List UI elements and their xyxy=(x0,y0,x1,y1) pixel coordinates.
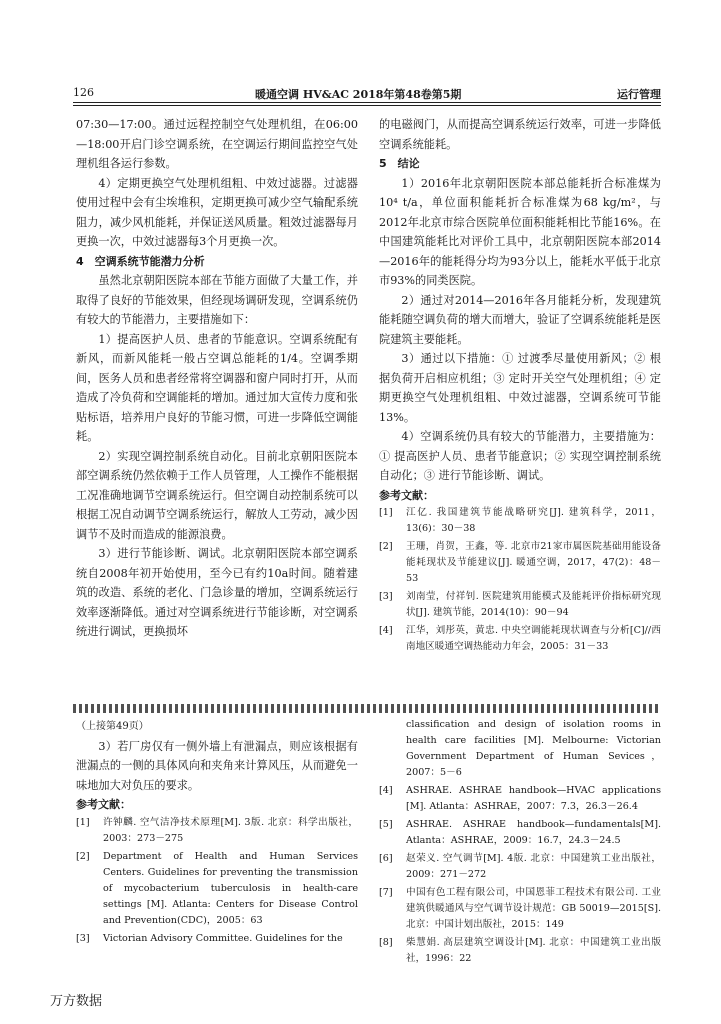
reference-number: [6] xyxy=(379,853,393,864)
reference-item xyxy=(379,851,661,883)
references-heading: 参考文献： xyxy=(76,798,131,811)
paragraph: 2）实现空调控制系统自动化。目前北京朝阳医院本部空调系统仍然依赖于工作人员管理，人工操作不能根据工况准确地调节空调系统运行。但空调自动控制系统可以根据工况自动调节空调系统运行，解放人工劳动，减少因调节不及时而造成的能源浪费。 xyxy=(76,449,358,541)
reference-item xyxy=(379,885,661,933)
reference-text: 刘南莹，付祥钊. 医院建筑用能模式及能耗评价指标研究现状[J]. 建筑节能，2014(10)：90－94 xyxy=(406,591,661,618)
left-column-continued xyxy=(76,717,358,949)
running-header xyxy=(73,86,661,102)
paragraph: 4）定期更换空气处理机组粗、中效过滤器。过滤器使用过程中会有尘埃堆积，定期更换可减少空气输配系统阻力，减少风机能耗，并保证送风质量。粗效过滤器每月更换一次，中效过滤器每3个月更换一次。 xyxy=(76,176,358,248)
section-heading: 5 结论 xyxy=(379,157,420,170)
reference-item xyxy=(76,849,358,929)
reference-list xyxy=(76,815,358,947)
left-column xyxy=(76,115,358,642)
reference-number: [3] xyxy=(76,932,90,944)
reference-text: 柴慧娟. 高层建筑空调设计[M]. 北京：中国建筑工业出版社，1996：22 xyxy=(406,937,661,964)
reference-number: [1] xyxy=(379,507,393,518)
reference-text: 江亿. 我国建筑节能战略研究[J]. 建筑科学，2011，13(6)：30－38 xyxy=(406,507,661,534)
reference-number: [1] xyxy=(76,816,90,828)
reference-item xyxy=(76,815,358,847)
section-name: 运行管理 xyxy=(617,88,661,101)
header-rule-thin xyxy=(73,105,661,106)
header-rule xyxy=(73,102,661,103)
paragraph: 3）通过以下措施：① 过渡季尽量使用新风；② 根据负荷开启相应机组；③ 定时开关空气处理机组；④ 定期更换空气处理机组粗、中效过滤器，空调系统可节能13%。 xyxy=(379,352,661,424)
paragraph: 2）通过对2014—2016年各月能耗分析，发现建筑能耗随空调负荷的增大而增大，验证了空调系统能耗是医院建筑主要能耗。 xyxy=(379,293,661,346)
page-number: 126 xyxy=(73,86,94,99)
continuation-note: （上接第49页） xyxy=(76,721,149,732)
paragraph: 的电磁阀门，从而提高空调系统运行效率，可进一步降低空调系统能耗。 xyxy=(379,118,661,151)
paragraph: 1）提高医护人员、患者的节能意识。空调系统配有新风，而新风能耗一般占空调总能耗的1/4。空调季期间，医务人员和患者经常将空调器和窗户同时打开，从而造成了冷负荷和空调能耗的增加。通过加大宣传力度和张贴标语，培养用户良好的节能习惯，可进一步降低空调能耗。 xyxy=(76,332,358,443)
reference-item xyxy=(379,623,661,655)
reference-number: [4] xyxy=(379,785,393,796)
reference-number: [2] xyxy=(76,850,90,862)
reference-text: Department of Health and Human Services Centers. Guidelines for preventing the transmission of mycobacterium tuberculosis in health-care settings [M]. Atlanta: Centers for Disease Control and Prevention(CDC)，2005：63 xyxy=(103,850,358,926)
reference-number: [5] xyxy=(379,819,393,830)
reference-item xyxy=(76,931,358,947)
reference-list xyxy=(379,505,661,655)
reference-text: 王珊，肖贺，王鑫，等. 北京市21家市属医院基础用能设备能耗现状及节能建议[J]. 暖通空调，2017，47(2)：48－53 xyxy=(406,541,661,584)
reference-number: [2] xyxy=(379,541,393,552)
paragraph: 1）2016年北京朝阳医院本部总能耗折合标准煤为10⁴ t/a，单位面积能耗折合标准煤为68 kg/m²，与2012年北京市综合医院单位面积能耗相比节能16%。在中国建筑能耗比对评价工具中，北京朝阳医院本部2014—2016年的能耗得分均为93分以上，能耗水平低于北京市93%的同类医院。 xyxy=(379,176,661,287)
reference-item xyxy=(379,783,661,815)
reference-number: [4] xyxy=(379,625,393,636)
article-divider xyxy=(73,704,661,713)
reference-item xyxy=(379,817,661,849)
paragraph: 虽然北京朝阳医院本部在节能方面做了大量工作，并取得了良好的节能效果，但经现场调研发现，空调系统仍有较大的节能潜力，主要措施如下： xyxy=(76,274,358,326)
reference-number: [3] xyxy=(379,591,393,602)
reference-list xyxy=(379,717,661,967)
reference-text: 中国有色工程有限公司，中国恩菲工程技术有限公司. 工业建筑供暖通风与空气调节设计规范：GB 50019—2015[S]. 北京：中国计划出版社，2015：149 xyxy=(406,887,661,930)
reference-text: 江华，刘彤英，黄忠. 中央空调能耗现状调查与分析[C]//西南地区暖通空调热能动力年会，2005：31－33 xyxy=(406,625,661,652)
journal-name: 暖通空调 HV&AC 2018年第48卷第5期 xyxy=(255,88,462,101)
reference-item xyxy=(379,589,661,621)
right-column-continued xyxy=(379,717,661,969)
paragraph: 3）若厂房仅有一侧外墙上有泄漏点，则应该根据有泄漏点的一侧的具体风向和夹角来计算风压，从而避免一味地加大对负压的要求。 xyxy=(76,739,358,792)
reference-text: ASHRAE. ASHRAE handbook—HVAC applications [M]. Atlanta：ASHRAE，2007：7.3，26.3－26.4 xyxy=(406,785,661,812)
references-heading: 参考文献： xyxy=(379,488,434,502)
reference-item xyxy=(379,539,661,587)
reference-text: Victorian Advisory Committee. Guidelines for the xyxy=(103,932,343,944)
right-column xyxy=(379,115,661,657)
reference-item xyxy=(379,935,661,967)
paragraph: 3）进行节能诊断、调试。北京朝阳医院本部空调系统自2008年初开始使用，至今已有约10a时间。随着建筑的改造、系统的老化、门急诊量的增加，空调系统运行效率逐渐降低。通过对空调系统进行节能诊断，对空调系统进行调试，更换损坏 xyxy=(76,547,358,638)
section-heading: 4 空调系统节能潜力分析 xyxy=(76,254,205,268)
reference-text: 赵荣义. 空气调节[M]. 4版. 北京：中国建筑工业出版社，2009：271－272 xyxy=(406,853,661,880)
wanfang-watermark: 万方数据 xyxy=(50,994,103,1009)
reference-text: 许钟麟. 空气洁净技术原理[M]. 3版. 北京：科学出版社，2003：273－275 xyxy=(103,816,358,844)
reference-item xyxy=(379,505,661,537)
paragraph: 07:30—17:00。通过远程控制空气处理机组，在06:00—18:00开启门诊空调系统，在空调运行期间监控空气处理机组各运行参数。 xyxy=(76,118,358,170)
reference-item-continued xyxy=(379,717,661,781)
paragraph: 4）空调系统仍具有较大的节能潜力，主要措施为：① 提高医护人员、患者节能意识；② 实现空调控制系统自动化；③ 进行节能诊断、调试。 xyxy=(379,430,661,482)
reference-number: [8] xyxy=(379,937,393,948)
reference-text: ASHRAE. ASHRAE handbook—fundamentals[M]. Atlanta：ASHRAE，2009：16.7，24.3－24.5 xyxy=(406,819,661,846)
reference-text: classification and design of isolation rooms in health care facilities [M]. Melbourne: Victorian Government Department of Human Sevices，2007：5－6 xyxy=(406,719,661,778)
reference-number: [7] xyxy=(379,887,393,898)
